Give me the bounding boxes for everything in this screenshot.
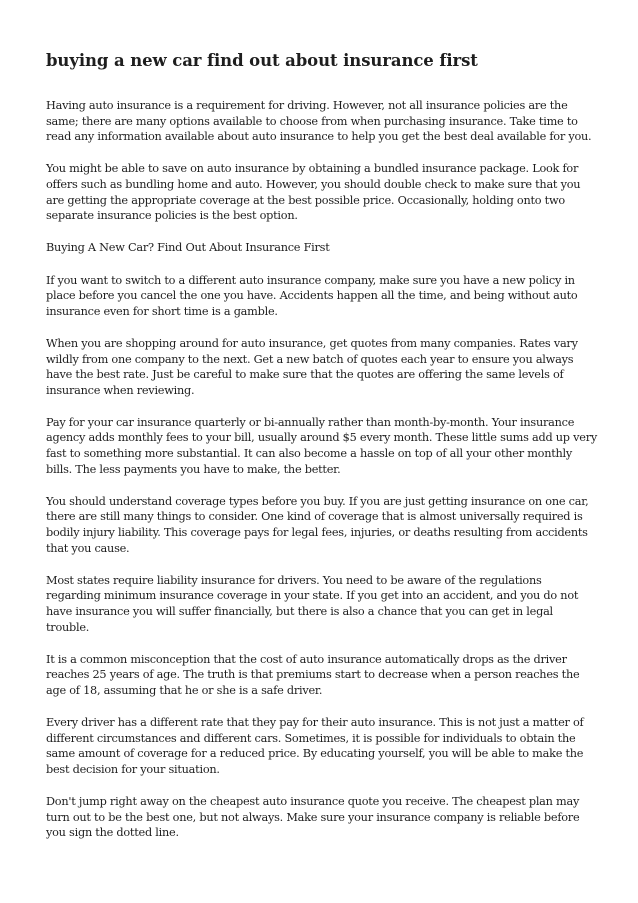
paragraph-9: It is a common misconception that the cost of auto insurance automatically drops as the driver reaches 25 years of age. The truth is that premiums start to decrease when a person reaches the age of 18, assuming that he or she is a safe driver. [46,652,580,697]
paragraph-2: You might be able to save on auto insurance by obtaining a bundled insurance package. Look for offers such as bundling home and auto. However, you should double check to make sure that you are getting the appropriate coverage at the best possible price. Occasionally, holding onto two separate insurance policies is the best option. [46,162,581,223]
document-page [46,50,598,858]
paragraph-4: If you want to switch to a different auto insurance company, make sure you have a new policy in place before you cancel the one you have. Accidents happen all the time, and being without auto insurance even for short time is a gamble. [46,273,578,318]
paragraph-11: Don't jump right away on the cheapest auto insurance quote you receive. The cheapest plan may turn out to be the best one, but not always. Make sure your insurance company is reliable before you sign the dotted line. [46,795,580,840]
paragraph-5: When you are shopping around for auto insurance, get quotes from many companies. Rates vary wildly from one company to the next. Get a new batch of quotes each year to ensure you always have the best rate. Just be careful to make sure that the quotes are offering the same levels of insurance when reviewing. [46,336,578,397]
document-title: buying a new car find out about insurance first [46,51,478,70]
paragraph-1: Having auto insurance is a requirement for driving. However, not all insurance policies are the same; there are many options available to choose from when purchasing insurance. Take time to read any information available about auto insurance to help you get the best deal available for you. [46,99,592,144]
paragraph-8: Most states require liability insurance for drivers. You need to be aware of the regulations regarding minimum insurance coverage in your state. If you get into an accident, and you do not have insurance you will suffer financially, but there is also a chance that you can get in legal trouble. [46,573,579,634]
paragraph-10: Every driver has a different rate that they pay for their auto insurance. This is not just a matter of different circumstances and different cars. Sometimes, it is possible for individuals to obtain the same amount of coverage for a reduced price. By educating yourself, you will be able to make the best decision for your situation. [46,716,584,776]
paragraph-6: Pay for your car insurance quarterly or bi-annually rather than month-by-month. Your insurance agency adds monthly fees to your bill, usually around $5 every month. These little sums add up very fast to something more substantial. It can also become a hassle on top of all your other monthly bills. The less payments you have to make, the better. [46,415,597,476]
subheading-paragraph: Buying A New Car? Find Out About Insurance First [46,241,330,255]
paragraph-7: You should understand coverage types before you buy. If you are just getting insurance on one car, there are still many things to consider. One kind of coverage that is almost universally required is bodily injury liability. This coverage pays for legal fees, injuries, or deaths resulting from accidents that you cause. [46,494,589,555]
